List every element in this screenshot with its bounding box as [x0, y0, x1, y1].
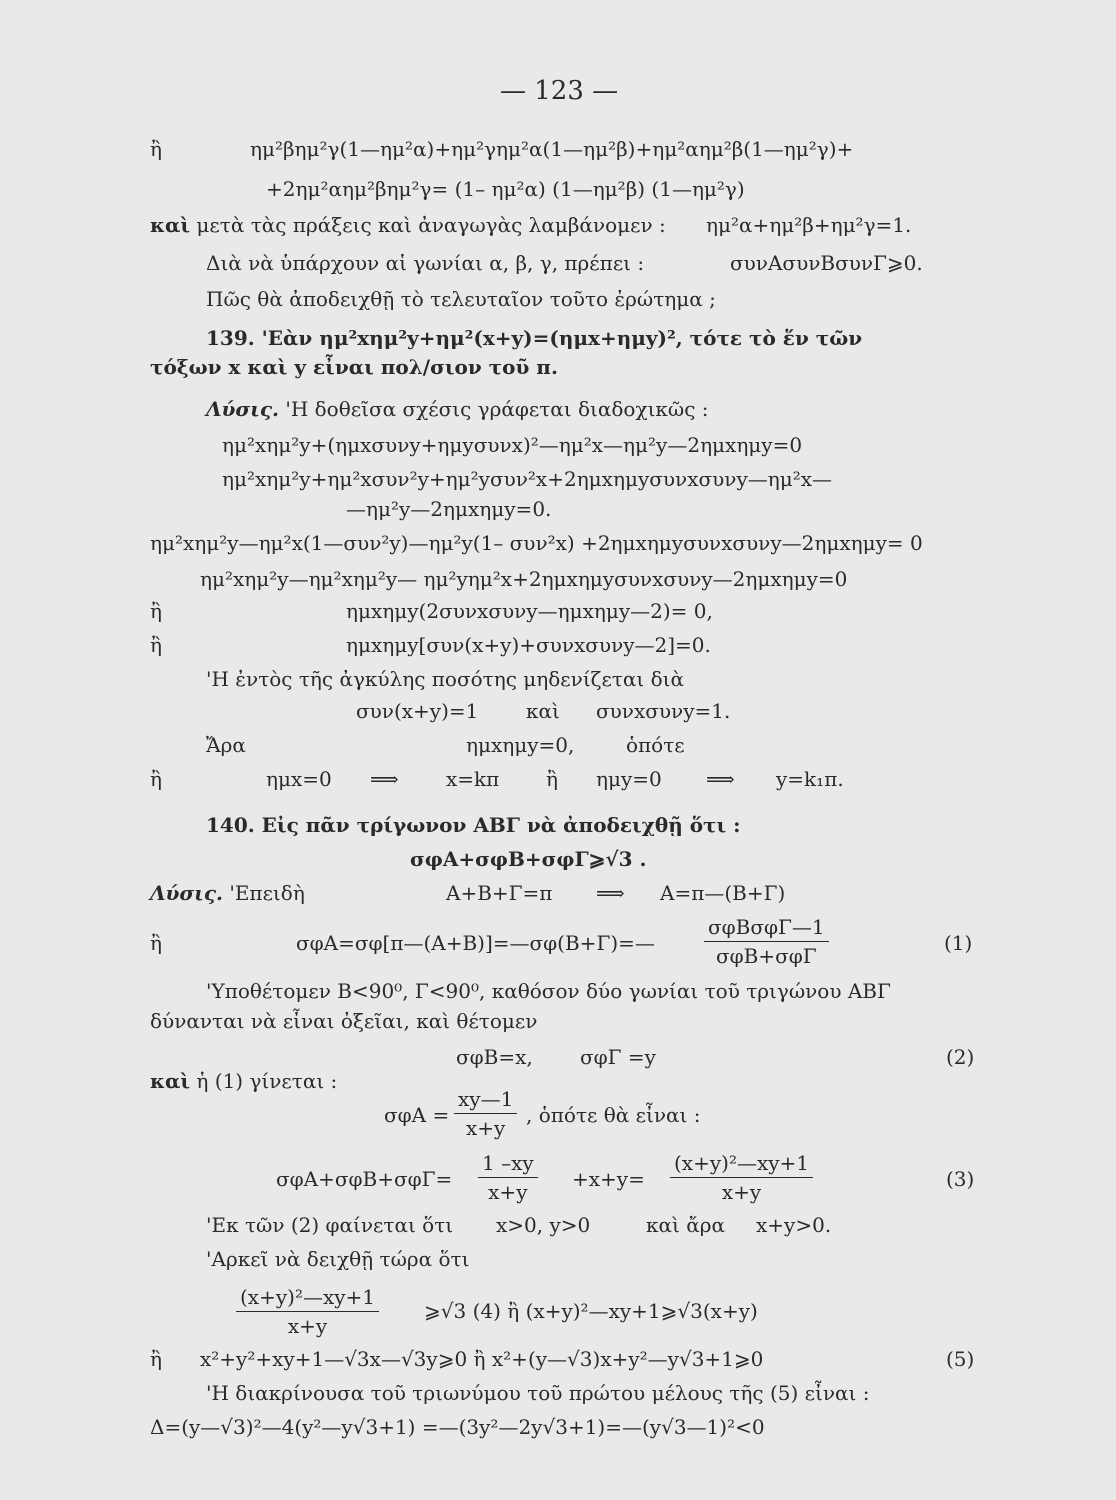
cos-sum-condition: συν(x+y)=1 — [356, 699, 479, 723]
and-word: καὶ — [526, 699, 560, 723]
fraction-1 — [704, 914, 829, 969]
sum-of-squares-result: ημ²α+ημ²β+ημ²γ=1. — [706, 213, 912, 237]
fraction-denominator: σφΒ+σφΓ — [715, 944, 817, 968]
suffices-text: 'Αρκεῖ νὰ δειχθῇ τώρα ὅτι — [206, 1247, 470, 1271]
and-word: καὶ — [150, 1069, 191, 1093]
discriminant-expression: Δ=(y—√3)²—4(y²—y√3+1) =—(3y²—2y√3+1)=—(y√3—1)²<0 — [150, 1415, 765, 1439]
cos-product-condition: συνxσυνy=1. — [596, 699, 731, 723]
problem-139-statement: 139. 'Εὰν ημ²xημ²y+ημ²(x+y)=(ημx+ημy)², τότε τὸ ἕν τῶν — [206, 326, 863, 350]
y-solution: y=k₁π. — [776, 767, 844, 791]
fraction-denominator: x+y — [287, 1314, 328, 1338]
angle-a-expression: Α=π—(Β+Γ) — [660, 881, 786, 905]
angles-condition-text: Διὰ νὰ ὑπάρχουν αἱ γωνίαι α, β, γ, πρέπει : — [206, 251, 645, 275]
equation-step-2: ημ²xημ²y+ημ²xσυν²y+ημ²yσυν²x+2ημxημyσυνxσυνy—ημ²x— — [222, 467, 833, 491]
fraction-numerator: σφΒσφΓ—1 — [708, 915, 825, 939]
fraction-2 — [454, 1086, 517, 1141]
angle-sum: Α+Β+Γ=π — [446, 881, 553, 905]
fraction-3a — [478, 1150, 538, 1205]
fraction-bar — [478, 1177, 538, 1178]
fraction-denominator: x+y — [465, 1116, 506, 1140]
equation-tag-1: (1) — [944, 931, 973, 955]
or-mark: ἢ — [150, 137, 162, 161]
cot-sum-inequality: σφΑ+σφΒ+σφΓ⩾√3 . — [410, 847, 647, 871]
x-solution: x=kπ — [446, 767, 500, 791]
solution-intro-text: 'Η δοθεῖσα σχέσις γράφεται διαδοχικῶς : — [285, 397, 709, 421]
solution-140-intro — [150, 880, 305, 906]
becomes-text: ἡ (1) γίνεται : — [196, 1069, 338, 1093]
cot-sum-label: σφΑ+σφΒ+σφΓ= — [276, 1167, 453, 1191]
fraction-numerator: (x+y)²—xy+1 — [674, 1151, 810, 1175]
inequality-5: x²+y²+xy+1—√3x—√3y⩾0 ἢ x²+(y—√3)x+y²—y√3+1⩾0 — [200, 1347, 764, 1371]
equation-step-5: ημ²xημ²y—ημ²xημ²y— ημ²yημ²x+2ημxημyσυνxσυνy—2ημxημy=0 — [200, 567, 848, 591]
page-number: — 123 — — [500, 76, 619, 106]
equation-step-3: —ημ²y—2ημxημy=0. — [346, 497, 552, 521]
becomes-line — [150, 1068, 337, 1094]
problem-139-statement-cont: τόξων x καὶ y εἶναι πολ/σιον τοῦ π. — [150, 355, 558, 379]
and-therefore: καὶ ἄρα — [646, 1213, 725, 1237]
since-word: 'Επειδὴ — [229, 881, 305, 905]
implies-arrow: ⟹ — [596, 881, 625, 905]
assumption-text: 'Υποθέτομεν Β<90⁰, Γ<90⁰, καθόσον δύο γωνίαι τοῦ τριγώνου ΑΒΓ — [206, 979, 891, 1003]
open-question: Πῶς θὰ ἀποδειχθῇ τὸ τελευταῖον τοῦτο ἐρώτημα ; — [206, 287, 716, 311]
fraction-3b — [670, 1150, 813, 1205]
identity-line-1: ημ²βημ²γ(1—ημ²α)+ημ²γημ²α(1—ημ²β)+ημ²αημ²β(1—ημ²γ)+ — [250, 137, 854, 161]
reduction-line — [150, 212, 666, 238]
fraction-numerator: xy—1 — [458, 1087, 514, 1111]
fraction-numerator: (x+y)²—xy+1 — [240, 1285, 376, 1309]
fraction-denominator: x+y — [488, 1180, 528, 1204]
or-mark: ἢ — [150, 633, 162, 657]
discriminant-text: 'Η διακρίνουσα τοῦ τριωνύμου τοῦ πρώτου μέλους τῆς (5) εἶναι : — [206, 1381, 870, 1405]
sin-y-zero: ημy=0 — [596, 767, 662, 791]
implies-arrow: ⟹ — [706, 767, 735, 791]
or-mark: ἢ — [150, 599, 162, 623]
sin-x-zero: ημx=0 — [266, 767, 332, 791]
problem-140-statement: 140. Εἰς πᾶν τρίγωνον ΑΒΓ νὰ ἀποδειχθῇ ὅτι : — [206, 813, 741, 837]
cot-a-label: σφΑ = — [384, 1103, 450, 1127]
identity-line-2: +2ημ²αημ²βημ²γ= (1– ημ²α) (1—ημ²β) (1—ημ²γ) — [266, 177, 745, 201]
sin-product-zero: ημxημy=0, — [466, 733, 575, 757]
whereupon-word: ὁπότε — [626, 733, 685, 757]
equation-tag-3: (3) — [946, 1167, 975, 1191]
solution-label: Λύσις. — [150, 881, 223, 905]
solution-139-intro — [206, 396, 709, 422]
and-word: καὶ — [150, 213, 191, 237]
fraction-denominator: x+y — [721, 1180, 762, 1204]
equation-tag-2: (2) — [946, 1045, 975, 1069]
equation-step-6: ημxημy(2συνxσυνy—ημxημy—2)= 0, — [346, 599, 713, 623]
fraction-bar — [704, 941, 829, 942]
equation-step-7: ημxημy[συν(x+y)+συνxσυνy—2]=0. — [346, 633, 711, 657]
cot-a-expression: σφΑ=σφ[π—(Α+Β)]=—σφ(Β+Γ)=— — [296, 931, 655, 955]
fraction-bar — [454, 1113, 517, 1114]
positivity-x-y: x>0, y>0 — [496, 1213, 591, 1237]
implies-arrow: ⟹ — [370, 767, 399, 791]
equation-tag-5: (5) — [946, 1347, 975, 1371]
solution-label: Λύσις. — [206, 397, 279, 421]
fraction-numerator: 1 –xy — [482, 1151, 534, 1175]
or-mark: ἢ — [150, 1347, 162, 1371]
or-mark: ἢ — [150, 931, 162, 955]
fraction-bar — [236, 1311, 379, 1312]
fraction-4 — [236, 1284, 379, 1339]
or-word: ἢ — [546, 767, 558, 791]
bracket-zero-text: 'Η ἐντὸς τῆς ἀγκύλης ποσότης μηδενίζεται διὰ — [206, 667, 685, 691]
therefore-word: Ἄρα — [206, 733, 246, 757]
cos-product-condition: συνΑσυνΒσυνΓ⩾0. — [730, 251, 923, 275]
reduction-text: μετὰ τὰς πράξεις καὶ ἀναγωγὰς λαμβάνομεν : — [196, 213, 666, 237]
equation-step-1: ημ²xημ²y+(ημxσυνy+ημyσυνx)²—ημ²x—ημ²y—2ημxημy=0 — [222, 433, 803, 457]
equation-step-4: ημ²xημ²y—ημ²x(1—συν²y)—ημ²y(1– συν²x) +2ημxημyσυνxσυνy—2ημxημy= 0 — [150, 531, 923, 555]
inequality-4: ⩾√3 (4) ἢ (x+y)²—xy+1⩾√3(x+y) — [424, 1299, 758, 1323]
plus-x-plus-y: +x+y= — [572, 1167, 645, 1191]
sum-positive: x+y>0. — [756, 1213, 832, 1237]
whereupon-text: , ὁπότε θὰ εἶναι : — [526, 1103, 701, 1127]
or-mark: ἢ — [150, 767, 162, 791]
assumption-text-cont: δύνανται νὰ εἶναι ὀξεῖαι, καὶ θέτομεν — [150, 1009, 538, 1033]
from-2-text: 'Εκ τῶν (2) φαίνεται ὅτι — [206, 1213, 454, 1237]
fraction-bar — [670, 1177, 813, 1178]
substitution-y: σφΓ =y — [580, 1045, 656, 1069]
substitution-x: σφΒ=x, — [456, 1045, 533, 1069]
